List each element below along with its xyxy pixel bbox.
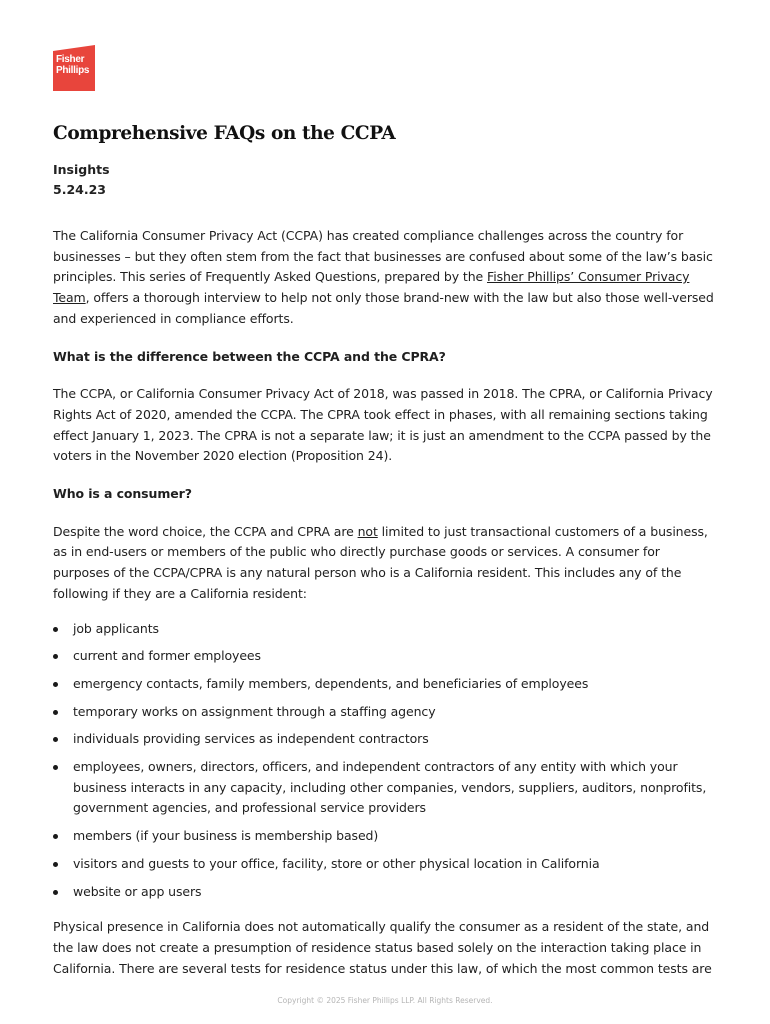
article-body: [53, 226, 719, 996]
list-item: employees, owners, directors, officers, and independent contractors of any entity with which your business interacts in any capacity, including other companies, vendors, suppliers, auditors, nonprofits, government agencies, and professional service providers: [53, 757, 719, 819]
answer-text-1: Despite the word choice, the CCPA and CPRA are: [53, 523, 358, 539]
logo-text: [56, 54, 89, 76]
list-item: visitors and guests to your office, facility, store or other physical location in California: [53, 854, 719, 875]
page-title: Comprehensive FAQs on the CCPA: [53, 123, 396, 144]
article-category: Insights: [53, 162, 110, 177]
list-item: emergency contacts, family members, dependents, and beneficiaries of employees: [53, 674, 719, 695]
answer-paragraph: The CCPA, or California Consumer Privacy Act of 2018, was passed in 2018. The CPRA, or California Privacy Rights Act of 2020, amended the CCPA. The CPRA took effect in phases, with all remaining sections taking effect January 1, 2023. The CPRA is not a separate law; it is just an amendment to the CCPA passed by the voters in the November 2020 election (Proposition 24).: [53, 386, 713, 464]
fisher-phillips-logo[interactable]: [53, 45, 95, 91]
article-date: 5.24.23: [53, 182, 106, 197]
intro-text-1: The California Consumer Privacy Act (CCPA) has created compliance challenges across the country for businesses – but they often stem from the fact that businesses are confused about some of the law’s basic principles. This series of Frequently Asked Questions, prepared by the: [53, 228, 713, 285]
emphasis-not: not: [357, 523, 378, 539]
list-item: website or app users: [53, 882, 719, 903]
consumer-privacy-team-link[interactable]: Fisher Phillips’ Consumer Privacy Team: [53, 269, 690, 306]
copyright-footer: Copyright © 2025 Fisher Phillips LLP. All Rights Reserved.: [277, 996, 493, 1005]
logo-line-2: Phillips: [56, 65, 90, 76]
answer-paragraph: [53, 522, 719, 605]
list-item: individuals providing services as independent contractors: [53, 729, 719, 750]
list-item: job applicants: [53, 619, 719, 640]
list-item: members (if your business is membership based): [53, 826, 719, 847]
list-item: temporary works on assignment through a staffing agency: [53, 702, 719, 723]
closing-paragraph: Physical presence in California does not automatically qualify the consumer as a resident of the state, and the law does not create a presumption of residence status based solely on the interaction taking place in California. There are several tests for residence status under this law, of which the most common tests are: [53, 919, 712, 976]
answer-text-2: limited to just transactional customers of a business, as in end-users or members of the public who directly purchase goods or services. A consumer for purposes of the CCPA/CPRA is any natural person who is a California resident. This includes any of the following if they are a California resident:: [53, 523, 708, 601]
logo-line-1: Fisher: [56, 54, 85, 65]
list-item: current and former employees: [53, 646, 719, 667]
intro-text-2: , offers a thorough interview to help not only those brand-new with the law but also those well-versed and experienced in compliance efforts.: [53, 290, 714, 326]
consumer-list: [53, 619, 719, 903]
question-heading: Who is a consumer?: [53, 486, 192, 502]
question-heading: What is the difference between the CCPA and the CPRA?: [53, 348, 446, 364]
article-meta: [53, 160, 110, 200]
intro-paragraph: [53, 226, 719, 330]
